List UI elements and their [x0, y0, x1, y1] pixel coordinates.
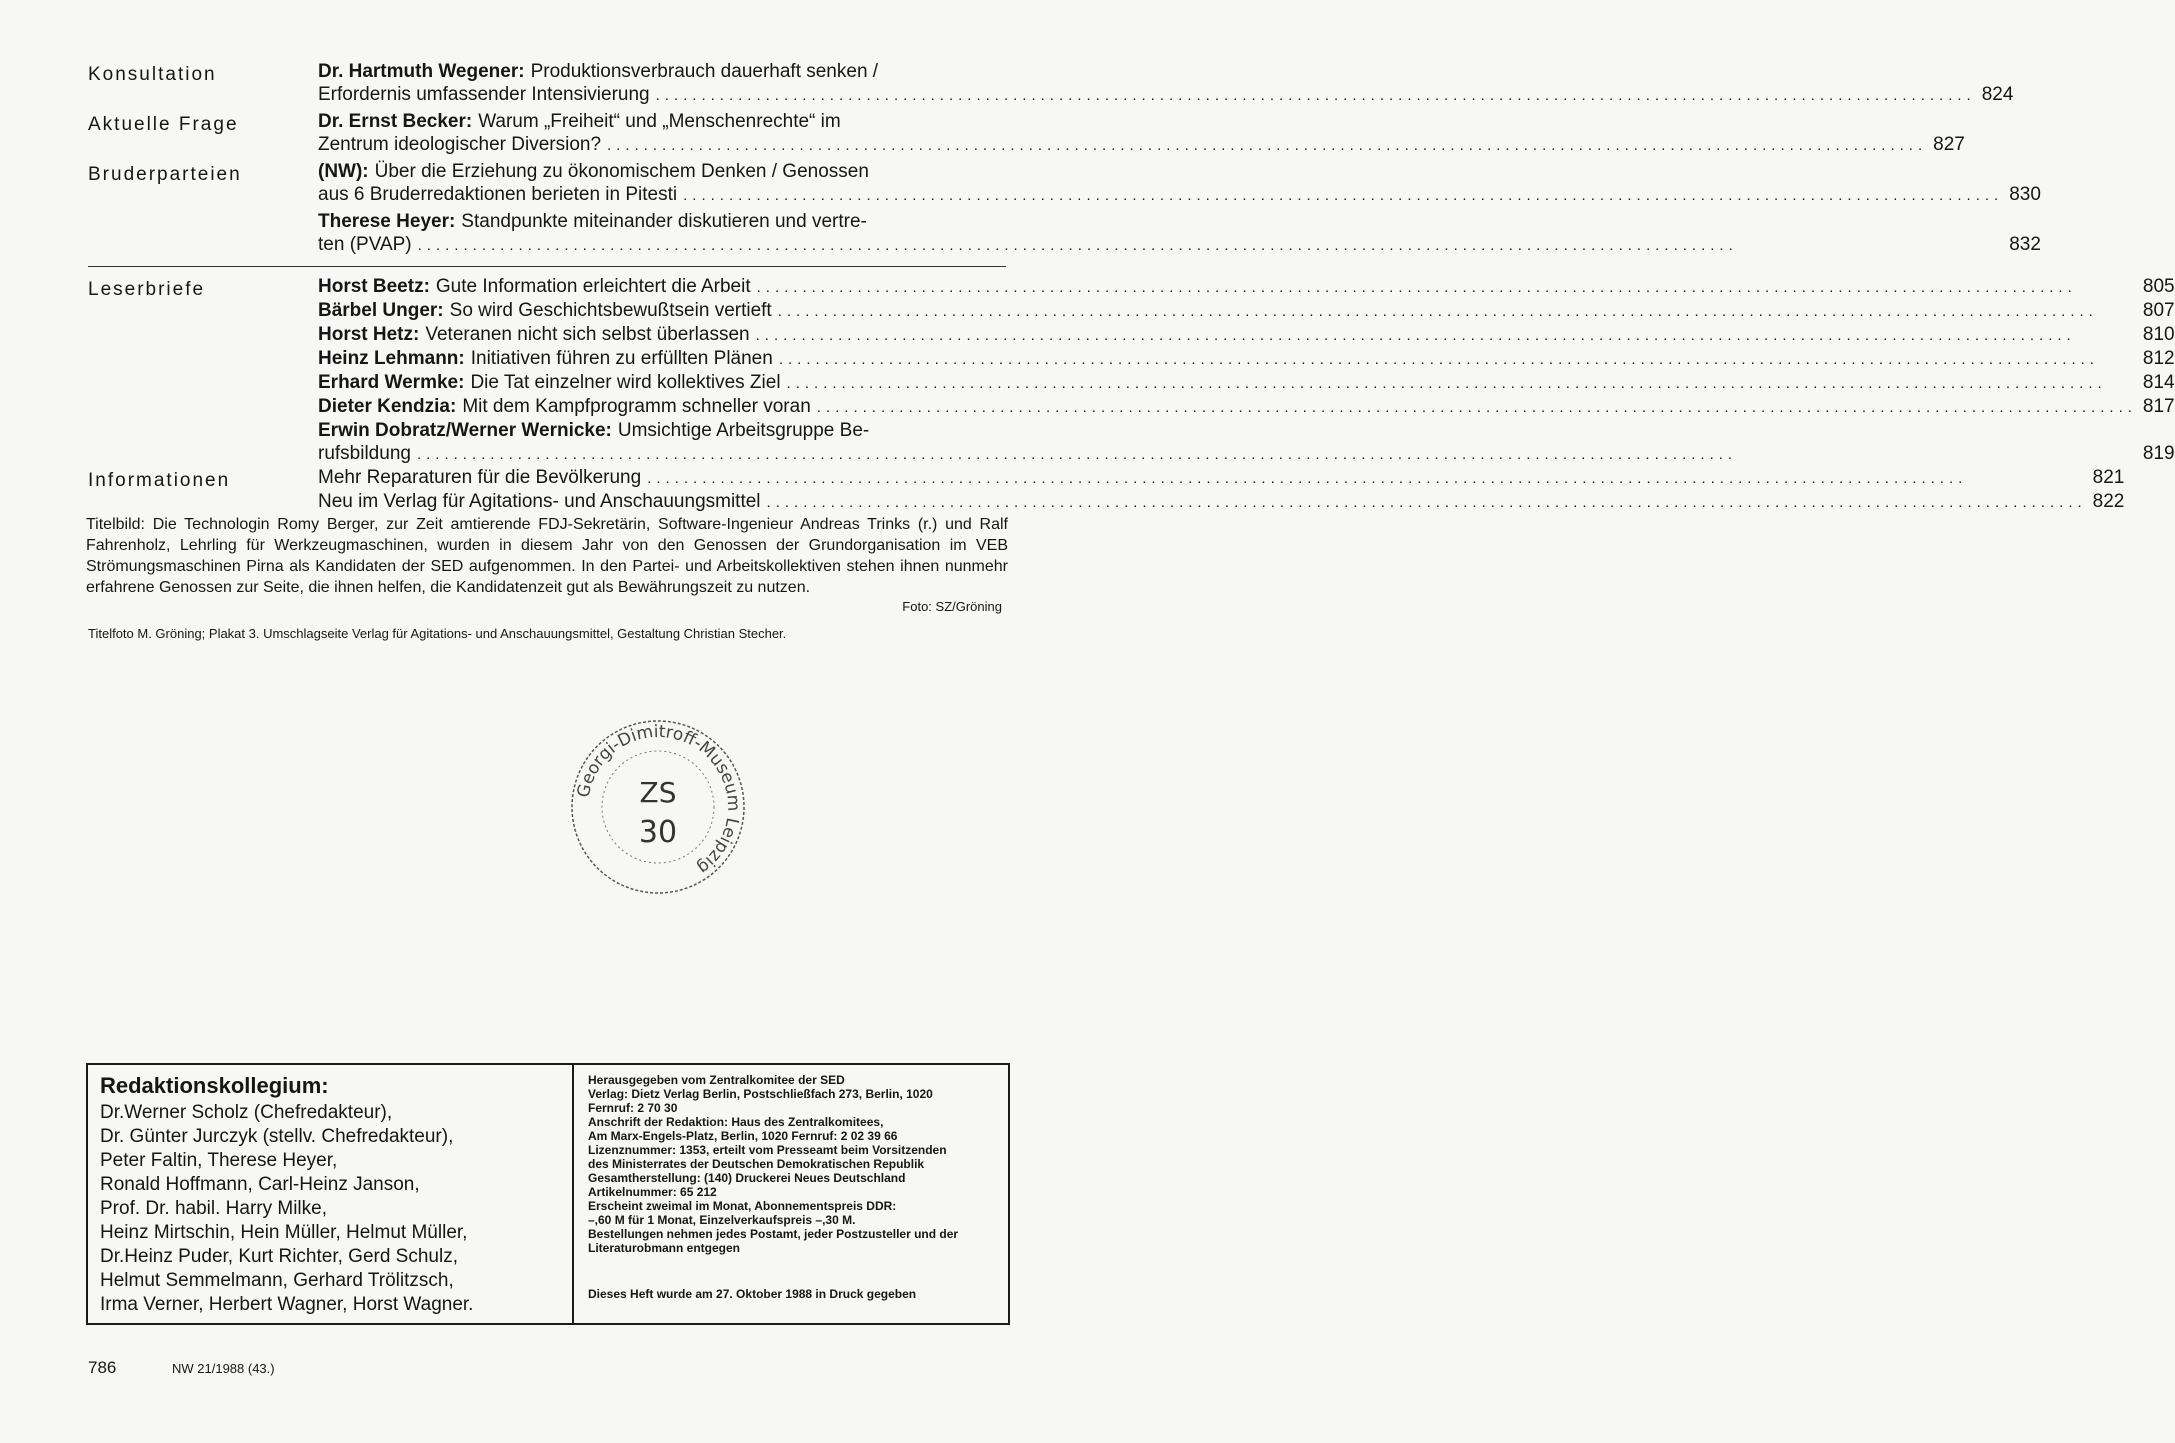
- imprint-line: des Ministerrates der Deutschen Demokratischen Republik: [588, 1157, 925, 1171]
- entry-title: Veteranen nicht sich selbst überlassen: [425, 324, 750, 345]
- toc-entry[interactable]: [318, 466, 2124, 490]
- stamp-ring-text: Georgi-Dimitroff-Museum Leipzig: [573, 721, 744, 878]
- imprint-line: Am Marx-Engels-Platz, Berlin, 1020 Fernruf: 2 02 39 66: [588, 1129, 898, 1143]
- leader-dots: [779, 348, 2137, 371]
- page-number: 827: [1933, 134, 1965, 155]
- imprint-line: Gesamtherstellung: (140) Druckerei Neues Deutschland: [588, 1171, 906, 1185]
- toc-entry[interactable]: [318, 347, 2175, 371]
- imprint-line: Lizenznummer: 1353, erteilt vom Presseamt beim Vorsitzenden: [588, 1143, 947, 1157]
- editorial-member: Irma Verner, Herbert Wagner, Horst Wagner.: [100, 1294, 474, 1315]
- museum-stamp: [563, 712, 753, 902]
- imprint-line: Anschrift der Redaktion: Haus des Zentralkomitees,: [588, 1115, 884, 1129]
- toc-entry[interactable]: [318, 395, 2175, 419]
- entry-title: Warum „Freiheit“ und „Menschenrechte“ im: [478, 111, 841, 132]
- toc-entry[interactable]: [318, 299, 2175, 323]
- toc-entry[interactable]: [318, 490, 2124, 514]
- footer-page-number: 786: [88, 1358, 117, 1377]
- editorial-heading: Redaktionskollegium:: [100, 1073, 329, 1098]
- caption-text: Titelbild: Die Technologin Romy Berger, zur Zeit amtierende FDJ-Sekretärin, Software-Ingenieur Andreas Trinks (r.) und Ralf Fahrenholz, Lehrling für Werkzeugmaschinen, wurden in diesem Jahr von den Genossen der Grundorganisation im VEB Strömungsmaschinen Pirna als Kandidaten der SED aufgenommen. In den Partei- und Arbeitskollektiven stehen ihnen nunmehr erfahrene Genossen zur Seite, die ihnen helfen, die Kandidatenzeit gut als Bewährungszeit zu nutzen.: [86, 516, 1008, 596]
- leader-dots: [756, 324, 2137, 347]
- imprint-line: Verlag: Dietz Verlag Berlin, Postschließfach 273, Berlin, 1020: [588, 1087, 933, 1101]
- leader-dots: [787, 372, 2137, 395]
- print-date-note: Dieses Heft wurde am 27. Oktober 1988 in Druck gegeben: [588, 1287, 917, 1301]
- leader-dots: [647, 467, 2086, 490]
- editorial-board: [88, 1065, 574, 1323]
- entry-author: Dr. Ernst Becker:: [318, 111, 473, 132]
- entry-title-cont: Erfordernis umfassender Intensivierung: [318, 84, 650, 105]
- section-label: Informationen: [88, 470, 231, 491]
- masthead-box: [86, 1063, 1010, 1325]
- section-label: Aktuelle Frage: [88, 114, 239, 135]
- stamp-line2: 30: [638, 815, 678, 850]
- toc-entry[interactable]: [318, 60, 2013, 107]
- imprint-line: Fernruf: 2 70 30: [588, 1101, 678, 1115]
- divider: [88, 266, 1006, 267]
- editorial-member: Dr.Werner Scholz (Chefredakteur),: [100, 1102, 393, 1123]
- toc-entry[interactable]: [318, 419, 2175, 466]
- imprint-line: Bestellungen nehmen jedes Postamt, jeder Postzusteller und der: [588, 1227, 959, 1241]
- cover-caption: [86, 514, 1008, 614]
- toc-section: [88, 275, 2175, 466]
- editorial-member: Prof. Dr. habil. Harry Milke,: [100, 1198, 327, 1219]
- page-number: 821: [2092, 467, 2125, 488]
- section-label: Leserbriefe: [88, 279, 206, 300]
- entry-title-cont: ten (PVAP): [318, 234, 412, 255]
- section-label: Bruderparteien: [88, 164, 242, 185]
- imprint-line: Herausgegeben vom Zentralkomitee der SED: [588, 1073, 845, 1087]
- page-number: 810: [2142, 324, 2175, 345]
- cover-footnote: Titelfoto M. Gröning; Plakat 3. Umschlagseite Verlag für Agitations- und Anschauungsmittel, Gestaltung Christian Stecher.: [88, 626, 787, 641]
- toc-section: [88, 110, 1965, 160]
- entry-author: Erwin Dobratz/Werner Wernicke:: [318, 420, 612, 441]
- toc-entry[interactable]: [318, 275, 2175, 299]
- page-footer: [88, 1358, 275, 1378]
- entry-author: Horst Hetz:: [318, 324, 420, 345]
- page-number: 814: [2142, 372, 2175, 393]
- entry-title-cont: aus 6 Bruderredaktionen berieten in Pitesti: [318, 184, 678, 205]
- editorial-member: Dr.Heinz Puder, Kurt Richter, Gerd Schulz,: [100, 1246, 458, 1267]
- imprint-line: Artikelnummer: 65 212: [588, 1185, 717, 1199]
- editorial-member: Heinz Mirtschin, Hein Müller, Helmut Müller,: [100, 1222, 468, 1243]
- leader-dots: [417, 443, 2137, 466]
- toc-entry[interactable]: [318, 160, 2041, 207]
- entry-title: Die Tat einzelner wird kollektives Ziel: [470, 372, 781, 393]
- editorial-member: Ronald Hoffmann, Carl-Heinz Janson,: [100, 1174, 420, 1195]
- entry-author: Erhard Wermke:: [318, 372, 465, 393]
- toc-entry[interactable]: [318, 110, 1965, 157]
- entry-title: Initiativen führen zu erfüllten Plänen: [470, 348, 773, 369]
- entry-title: Gute Information erleichtert die Arbeit: [435, 276, 751, 297]
- toc-section: [88, 160, 2041, 260]
- entry-title: So wird Geschichtsbewußtsein vertieft: [449, 300, 772, 321]
- leader-dots: [767, 491, 2087, 514]
- leader-dots: [418, 234, 2004, 257]
- section-label: Konsultation: [88, 64, 217, 85]
- editorial-member: Peter Faltin, Therese Heyer,: [100, 1150, 338, 1171]
- imprint-line: Erscheint zweimal im Monat, Abonnementspreis DDR:: [588, 1199, 897, 1213]
- page-number: 830: [2009, 184, 2041, 205]
- entry-title-cont: Zentrum ideologischer Diversion?: [318, 134, 602, 155]
- entry-title: Neu im Verlag für Agitations- und Anschauungsmittel: [318, 491, 761, 512]
- photo-credit: Foto: SZ/Gröning: [902, 599, 1002, 614]
- issue-reference: NW 21/1988 (43.): [172, 1361, 275, 1376]
- stamp-line1: ZS: [639, 776, 677, 809]
- leader-dots: [656, 84, 1976, 107]
- editorial-member: Helmut Semmelmann, Gerhard Trölitzsch,: [100, 1270, 454, 1291]
- entry-author: Dieter Kendzia:: [318, 396, 457, 417]
- entry-author: Horst Beetz:: [318, 276, 430, 297]
- imprint: [574, 1065, 1008, 1323]
- entry-title-cont: rufsbildung: [318, 443, 411, 464]
- leader-dots: [757, 276, 2137, 299]
- toc-section: [88, 466, 2125, 514]
- entry-title: Über die Erziehung zu ökonomischem Denken / Genossen: [374, 161, 869, 182]
- page-number: 819: [2142, 443, 2175, 464]
- entry-title: Mehr Reparaturen für die Bevölkerung: [318, 467, 642, 488]
- entry-author: Heinz Lehmann:: [318, 348, 465, 369]
- table-of-contents: [88, 60, 2175, 514]
- page-number: 832: [2009, 234, 2041, 255]
- page-number: 817: [2142, 396, 2175, 417]
- leader-dots: [778, 300, 2137, 323]
- toc-section: [88, 60, 2014, 110]
- entry-author: Therese Heyer:: [318, 211, 456, 232]
- toc-entry[interactable]: [318, 371, 2175, 395]
- entry-author: Bärbel Unger:: [318, 300, 444, 321]
- toc-entry[interactable]: [318, 210, 2041, 257]
- entry-author: (NW):: [318, 161, 369, 182]
- entry-author: Dr. Hartmuth Wegener:: [318, 61, 525, 82]
- entry-title: Produktionsverbrauch dauerhaft senken /: [530, 61, 879, 82]
- leader-dots: [683, 184, 2003, 207]
- leader-dots: [817, 396, 2137, 419]
- imprint-line: Literaturobmann entgegen: [588, 1241, 741, 1255]
- entry-title: Umsichtige Arbeitsgruppe Be-: [617, 420, 870, 441]
- entry-title: Mit dem Kampfprogramm schneller voran: [462, 396, 811, 417]
- editorial-member: Dr. Günter Jurczyk (stellv. Chefredakteur),: [100, 1126, 454, 1147]
- page-number: 807: [2142, 300, 2175, 321]
- imprint-line: –,60 M für 1 Monat, Einzelverkaufspreis –,30 M.: [588, 1213, 856, 1227]
- leader-dots: [607, 134, 1927, 157]
- page-number: 805: [2142, 276, 2175, 297]
- page-number: 812: [2142, 348, 2175, 369]
- page-number: 822: [2092, 491, 2125, 512]
- entry-title: Standpunkte miteinander diskutieren und vertre-: [461, 211, 867, 232]
- toc-entry[interactable]: [318, 323, 2175, 347]
- page-number: 824: [1981, 84, 2014, 105]
